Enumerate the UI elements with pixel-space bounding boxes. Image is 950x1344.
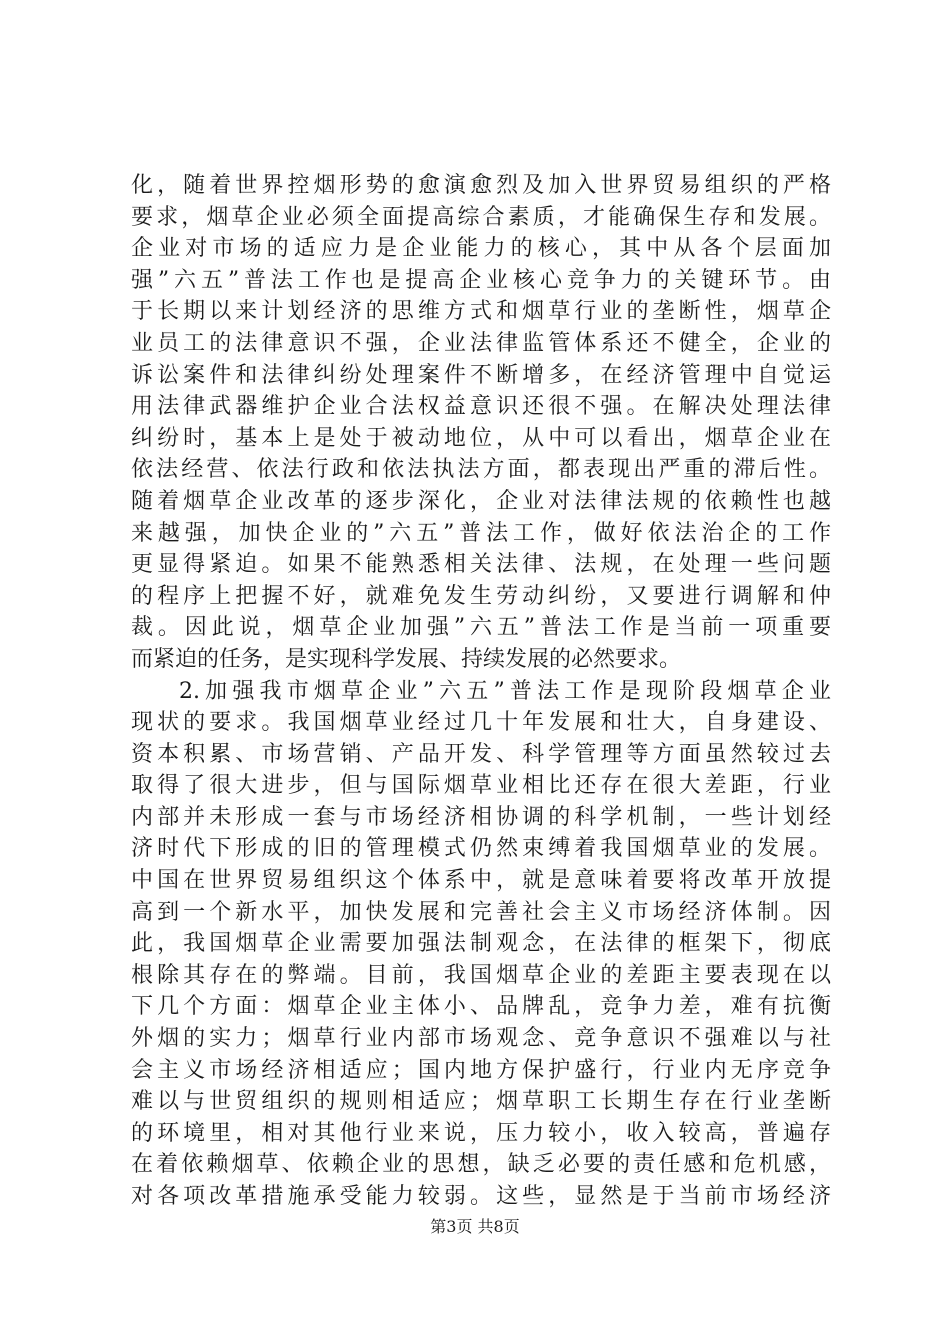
text-line: 下几个方面：烟草企业主体小、品牌乱，竞争力差，难有抗衡	[131, 994, 831, 1020]
paragraph-start-line: 2.加强我市烟草企业”六五”普法工作是现阶段烟草企业	[179, 678, 831, 704]
text-line: 外烟的实力；烟草行业内部市场观念、竞争意识不强难以与社	[131, 1026, 831, 1052]
text-line: 企业对市场的适应力是企业能力的核心，其中从各个层面加	[131, 236, 831, 262]
text-line: 纠纷时，基本上是处于被动地位，从中可以看出，烟草企业在	[131, 425, 831, 451]
text-line: 化，随着世界控烟形势的愈演愈烈及加入世界贸易组织的严格	[131, 173, 831, 198]
text-line: 的环境里，相对其他行业来说，压力较小，收入较高，普遍存	[131, 1120, 831, 1146]
text-line: 的程序上把握不好，就难免发生劳动纠纷，又要进行调解和仲	[131, 583, 831, 609]
text-line: 此，我国烟草企业需要加强法制观念，在法律的框架下，彻底	[131, 931, 831, 957]
text-line: 高到一个新水平，加快发展和完善社会主义市场经济体制。因	[131, 899, 831, 925]
text-line: 更显得紧迫。如果不能熟悉相关法律、法规，在处理一些问题	[131, 552, 831, 578]
text-line: 在着依赖烟草、依赖企业的思想，缺乏必要的责任感和危机感，	[131, 1152, 831, 1178]
text-line: 取得了很大进步，但与国际烟草业相比还存在很大差距，行业	[131, 773, 831, 799]
text-line: 强”六五”普法工作也是提高企业核心竞争力的关键环节。由	[131, 267, 831, 293]
text-line: 裁。因此说，烟草企业加强”六五”普法工作是当前一项重要	[131, 615, 831, 641]
text-line: 来越强，加快企业的”六五”普法工作，做好依法治企的工作	[131, 520, 831, 546]
text-line: 于长期以来计划经济的思维方式和烟草行业的垄断性，烟草企	[131, 299, 831, 325]
text-line: 依法经营、依法行政和依法执法方面，都表现出严重的滞后性。	[131, 457, 831, 483]
text-line: 会主义市场经济相适应；国内地方保护盛行，行业内无序竞争	[131, 1057, 831, 1083]
text-line: 用法律武器维护企业合法权益意识还很不强。在解决处理法律	[131, 394, 831, 420]
text-line: 中国在世界贸易组织这个体系中，就是意味着要将改革开放提	[131, 868, 831, 894]
text-line: 内部并未形成一套与市场经济相协调的科学机制，一些计划经	[131, 804, 831, 830]
text-line: 济时代下形成的旧的管理模式仍然束缚着我国烟草业的发展。	[131, 836, 831, 862]
text-line: 诉讼案件和法律纠纷处理案件不断增多，在经济管理中自觉运	[131, 362, 831, 388]
text-line: 要求，烟草企业必须全面提高综合素质，才能确保生存和发展。	[131, 204, 831, 230]
text-line: 现状的要求。我国烟草业经过几十年发展和壮大，自身建设、	[131, 710, 831, 736]
text-line: 根除其存在的弊端。目前，我国烟草企业的差距主要表现在以	[131, 962, 831, 988]
text-line: 难以与世贸组织的规则相适应；烟草职工长期生存在行业垄断	[131, 1089, 831, 1115]
text-line: 资本积累、市场营销、产品开发、科学管理等方面虽然较过去	[131, 741, 831, 767]
body-text	[131, 170, 831, 1213]
text-line: 对各项改革措施承受能力较弱。这些，显然是于当前市场经济	[131, 1184, 831, 1209]
page-footer: 第3页 共8页	[430, 1217, 520, 1236]
text-line: 而紧迫的任务，是实现科学发展、持续发展的必然要求。	[131, 646, 682, 672]
text-line: 随着烟草企业改革的逐步深化，企业对法律法规的依赖性也越	[131, 488, 831, 514]
text-line: 业员工的法律意识不强，企业法律监管体系还不健全，企业的	[131, 330, 831, 356]
